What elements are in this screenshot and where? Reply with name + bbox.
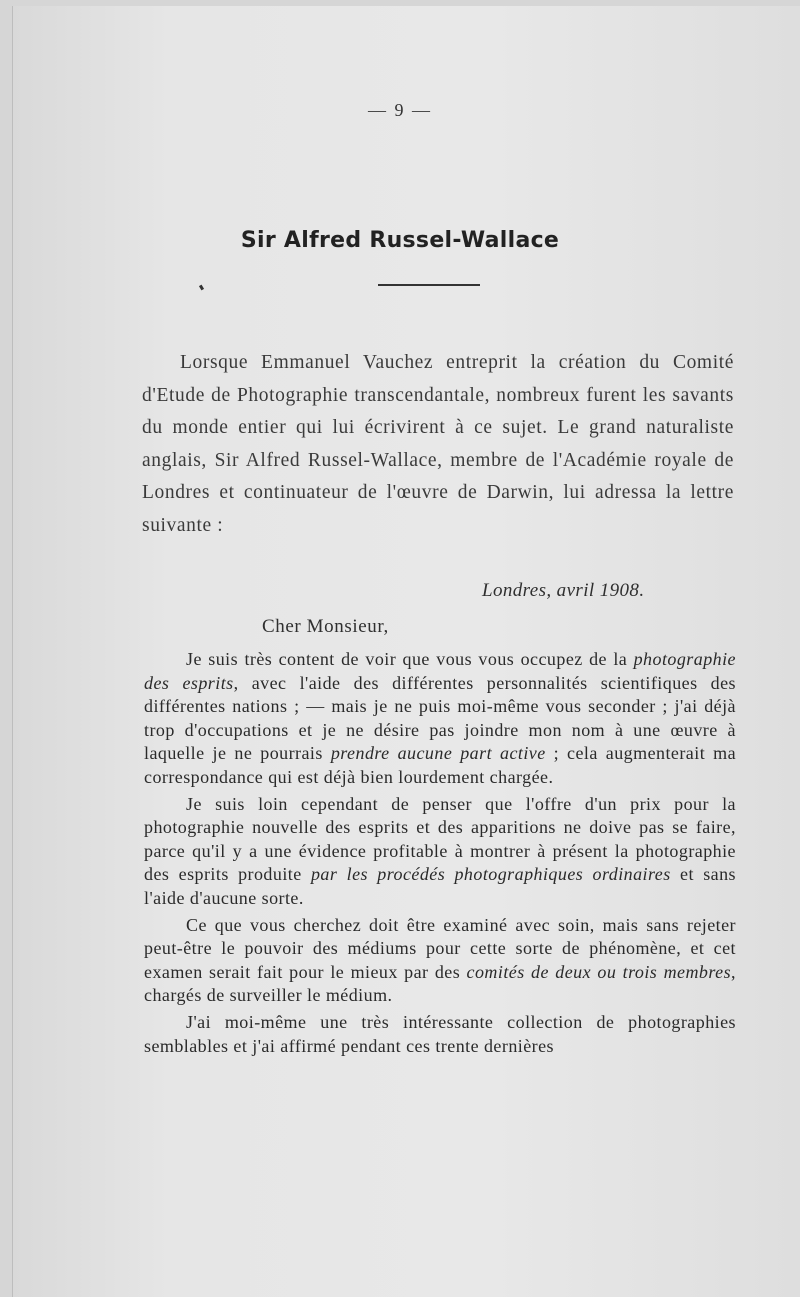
text-run: ; cela augmenterait ma correspondance qui est déjà bien lourdement chargée. [144, 743, 737, 787]
text-run: , avec l'aide des différentes personnalités scientifiques des différentes nations ; — mais je ne puis moi-même vous seconder ; j'ai déjà trop d'occupations et je ne désire pas joindre mon nom à une œuvre à laquelle je ne pourrais [144, 672, 736, 764]
chapter-title: Sir Alfred Russel-Wallace [240, 228, 560, 253]
letter-paragraph-1 [144, 648, 736, 790]
letter-paragraph-2 [144, 793, 736, 911]
text-run: , chargés de surveiller le médium. [144, 961, 736, 1006]
italic-run: par les procédés photographiques ordinaires [310, 864, 671, 885]
text-run: Je suis loin cependant de penser que l'offre d'un prix pour la photographie nouvelle des esprits et des apparitions ne doive pas se faire, parce qu'il y a une évidence profitable à montrer à présent la photographie des esprits produite [144, 793, 736, 885]
intro-paragraph: Lorsque Emmanuel Vauchez entreprit la création du Comité d'Etude de Photographie transcendantale, nombreux furent les savants du monde entier qui lui écrivirent à ce sujet. Le grand naturaliste anglais, Sir Alfred Russel-Wallace, membre de l'Académie royale de Londres et continuateur de l'œuvre de Darwin, lui adressa la lettre suivante : [142, 352, 734, 536]
letter-paragraph-3 [144, 914, 736, 1008]
italic-run: comités de deux ou trois membres [466, 961, 732, 982]
italic-run: photographie des esprits [144, 649, 736, 693]
page-number: — 9 — [368, 100, 432, 120]
letter-salutation: Cher Monsieur, [262, 616, 389, 637]
text-run: Je suis très content de voir que vous vous occupez de la [186, 649, 634, 669]
text-run: Ce que vous cherchez doit être examiné avec soin, mais sans rejeter peut-être le pouvoir des médiums pour cette sorte de phénomène, et cet examen serait fait pour le mieux par des [144, 914, 736, 982]
intro-text [142, 347, 734, 542]
title-rule [378, 284, 480, 286]
text-run: et sans l'aide d'aucune sorte. [144, 864, 736, 908]
letter-paragraph-4: J'ai moi-même une très intéressante collection de photographies semblables et j'ai affirmé pendant ces trente dernières [144, 1011, 736, 1056]
letter-body [144, 648, 736, 1061]
italic-run: prendre aucune part active [330, 743, 546, 764]
letter-dateline: Londres, avril 1908. [482, 580, 645, 601]
